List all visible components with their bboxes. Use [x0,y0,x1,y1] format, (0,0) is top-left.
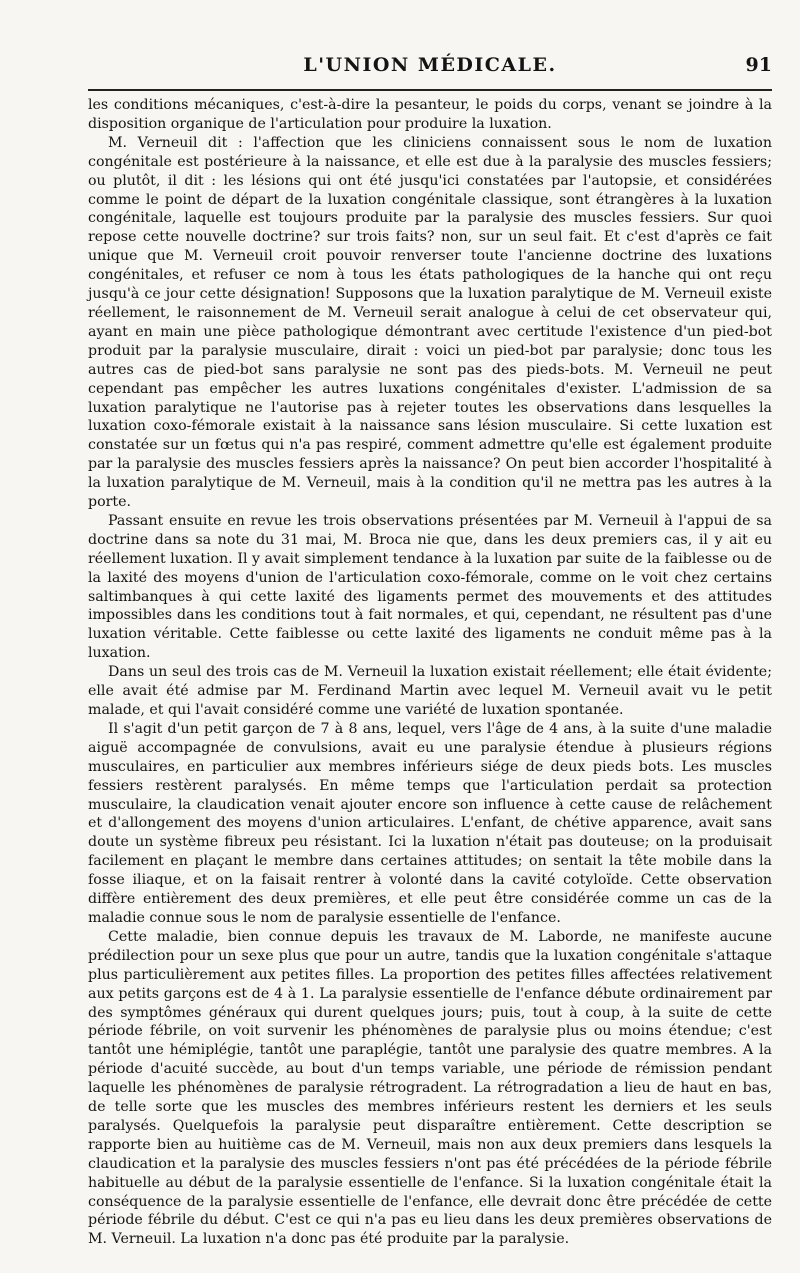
page-number: 91 [745,54,772,76]
paragraph: les conditions mécaniques, c'est-à-dire la pesanteur, le poids du corps, venant se joindre à la disposition organique de l'articulation pour produire la luxation. [88,97,772,132]
paragraph: Passant ensuite en revue les trois observations présentées par M. Verneuil à l'appui de sa doctrine dans sa note du 31 mai, M. Broca nie que, dans les deux premiers cas, il y ait eu réellement luxation. Il y avait simplement tendance à la luxation par suite de la faiblesse ou de la laxité des moyens d'union de l'articulation coxo-fémorale, comme on le voit chez certains saltimbanques à qui cette laxité des ligaments permet des mouvements et des attitudes impossibles dans les conditions tout à fait normales, et qui, cependant, ne résultent pas d'une luxation véritable. Cette faiblesse ou cette laxité des ligaments ne conduit même pas à la luxation. [88,512,772,662]
paragraph: Il s'agit d'un petit garçon de 7 à 8 ans, lequel, vers l'âge de 4 ans, à la suite d'une maladie aiguë accompagnée de convulsions, avait eu une paralysie étendue à plusieurs régions musculaires, en particulier aux membres inférieurs siége de deux pieds bots. Les muscles fessiers restèrent paralysés. En même temps que l'articulation perdait sa protection musculaire, la claudication venait ajouter encore son influence à cette cause de relâchement et d'allongement des moyens d'union articulaires. L'enfant, de chétive apparence, avait sans doute un système fibreux peu résistant. Ici la luxation n'était pas douteuse; on la produisait facilement en plaçant le membre dans certaines attitudes; on sentait la tête mobile dans la fosse iliaque, et on la faisait rentrer à volonté dans la cavité cotyloïde. Cette observation diffère entièrement des deux premières, et elle peut être considérée comme un cas de la maladie connue sous le nom de paralysie essentielle de l'enfance. [88,720,772,926]
page-header [88,48,772,88]
paragraph: Dans un seul des trois cas de M. Verneuil la luxation existait réellement; elle était évidente; elle avait été admise par M. Ferdinand Martin avec lequel M. Verneuil avait vu le petit malade, et qui l'avait considéré comme une variété de luxation spontanée. [88,664,772,718]
paragraph: Cette maladie, bien connue depuis les travaux de M. Laborde, ne manifeste aucune prédilection pour un sexe plus que pour un autre, tandis que la luxation congénitale s'attaque plus particulièrement aux petites filles. La proportion des petites filles affectées relativement aux petits garçons est de 4 à 1. La paralysie essentielle de l'enfance débute ordinairement par des symptômes généraux qui durent quelques jours; puis, tout à coup, à la suite de cette période fébrile, on voit survenir les phénomènes de paralysie plus ou moins étendue; c'est tantôt une hémiplégie, tantôt une paraplégie, tantôt une paralysie des quatre membres. A la période d'acuité succède, au bout d'un temps variable, une période de rémission pendant laquelle les phénomènes de paralysie rétrogradent. La rétrogradation a lieu de haut en bas, de telle sorte que les muscles des membres inférieurs restent les derniers et les seuls paralysés. Quelquefois la paralysie peut disparaître entièrement. Cette description se rapporte bien au huitième cas de M. Verneuil, mais non aux deux premiers dans lesquels la claudication et la paralysie des muscles fessiers n'ont pas été précédées de la période fébrile habituelle au début de la paralysie essentielle de l'enfance. Si la luxation congénitale était la conséquence de la paralysie essentielle de l'enfance, elle devrait donc être précédée de cette période fébrile du début. C'est ce qui n'a pas eu lieu dans les deux premières observations de M. Verneuil. La luxation n'a donc pas été produite par la paralysie. [88,928,772,1248]
header-rule [88,89,772,91]
running-title: L'UNION MÉDICALE. [303,54,557,76]
paragraph: M. Verneuil dit : l'affection que les cliniciens connaissent sous le nom de luxation congénitale est postérieure à la naissance, et elle est due à la paralysie des muscles fessiers; ou plutôt, il dit : les lésions qui ont été jusqu'ici constatées par l'autopsie, et considérées comme le point de départ de la luxation congénitale classique, sont étrangères à la luxation congénitale, laquelle est toujours produite par la paralysie des muscles fessiers. Sur quoi repose cette nouvelle doctrine? sur trois faits? non, sur un seul fait. Et c'est d'après ce fait unique que M. Verneuil croit pouvoir renverser toute l'ancienne doctrine des luxations congénitales, et refuser ce nom à tous les états pathologiques de la hanche qui ont reçu jusqu'à ce jour cette désignation! Supposons que la luxation paralytique de M. Verneuil existe réellement, le raisonnement de M. Verneuil serait analogue à celui de cet observateur qui, ayant en main une pièce pathologique démontrant avec certitude l'existence d'un pied-bot produit par la paralysie musculaire, dirait : voici un pied-bot par paralysie; donc tous les autres cas de pied-bot sans paralysie ne sont pas des pieds-bots. M. Verneuil ne peut cependant pas empêcher les autres luxations congénitales d'exister. L'admission de sa luxation paralytique ne l'autorise pas à rejeter toutes les observations dans lesquelles la luxation coxo-fémorale existait à la naissance sans lésion musculaire. Si cette luxation est constatée sur un fœtus qui n'a pas respiré, comment admettre qu'elle est également produite par la paralysie des muscles fessiers après la naissance? On peut bien accorder l'hospitalité à la luxation paralytique de M. Verneuil, mais à la condition qu'il ne mettra pas les autres à la porte. [88,134,772,511]
article-body [88,96,772,1249]
